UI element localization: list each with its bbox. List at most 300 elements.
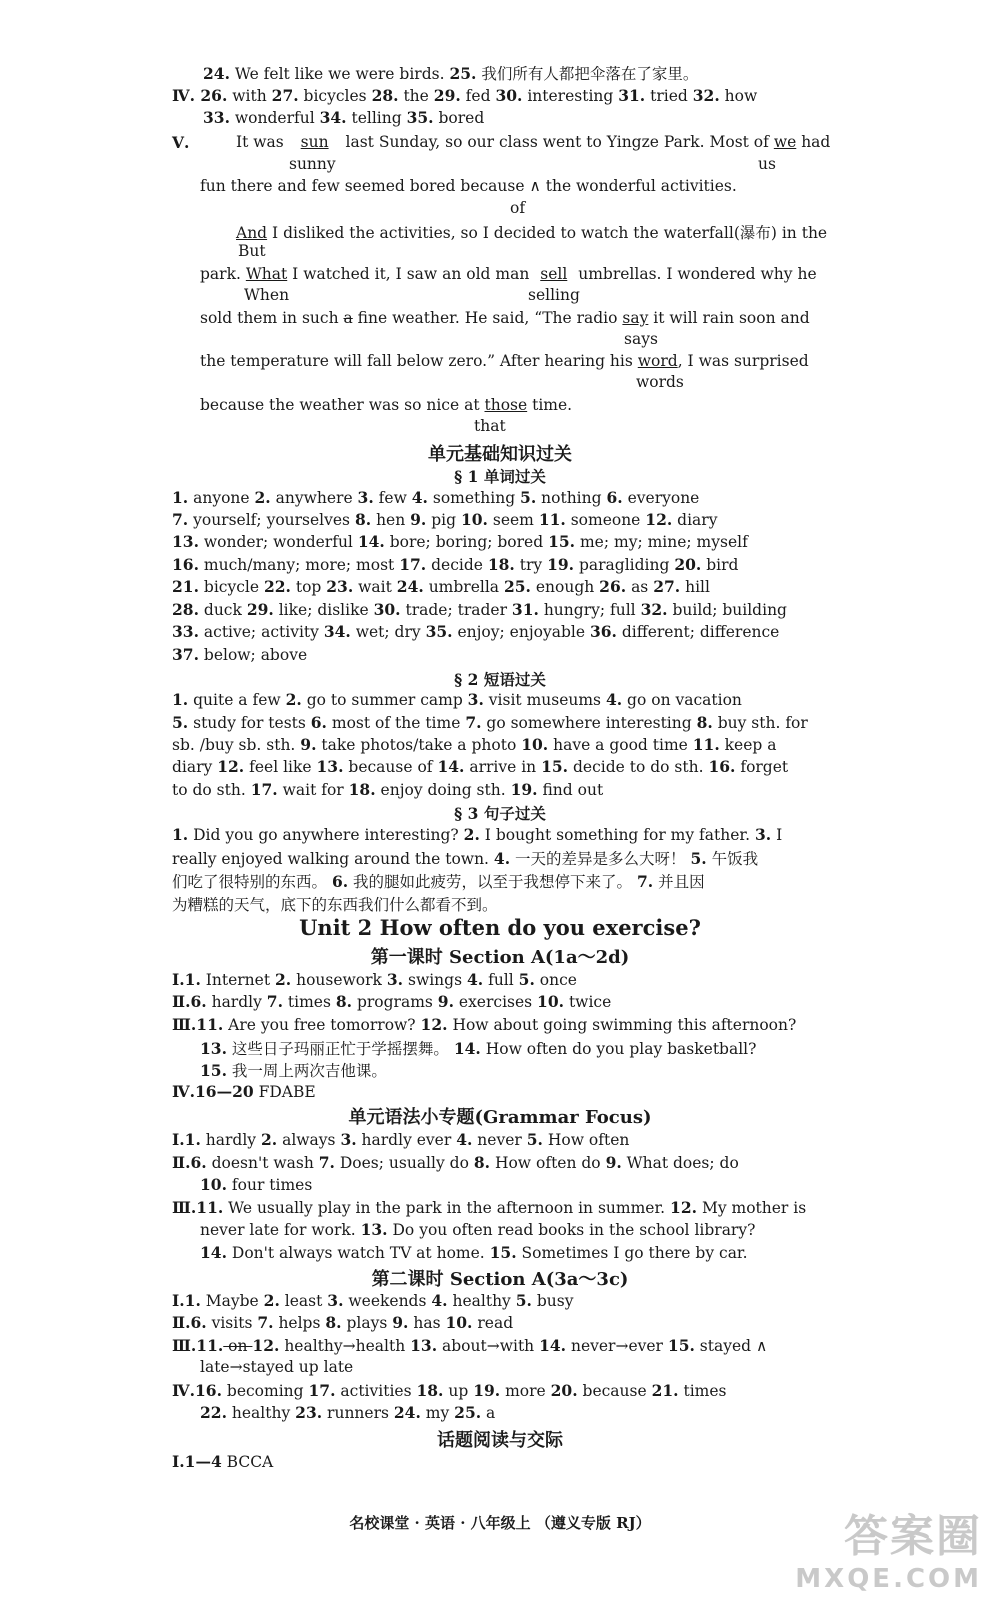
item-answer: busy bbox=[531, 1292, 574, 1310]
passage-line-4: park. What I watched it, I saw an old man sell umbrellas. I wondered why he bbox=[200, 265, 817, 283]
item-number: 10. bbox=[460, 510, 488, 529]
item-answer: FDABE bbox=[253, 1083, 316, 1101]
word-line bbox=[172, 600, 787, 619]
item-number: Ⅰ. bbox=[172, 1291, 185, 1310]
item-answer: take photos/take a photo bbox=[316, 736, 522, 754]
item-answer: becoming bbox=[221, 1382, 309, 1400]
item-answer: keep a bbox=[719, 736, 777, 754]
item-answer: exercises bbox=[453, 993, 538, 1011]
item-number: 13. bbox=[200, 1039, 227, 1058]
item-answer: paragliding bbox=[574, 556, 675, 574]
item-number: 15. bbox=[548, 532, 576, 551]
item-answer: 午饭我 bbox=[706, 850, 759, 868]
item-number: 6. bbox=[331, 872, 349, 891]
item-number: 29. bbox=[246, 600, 274, 619]
item-number: 20. bbox=[550, 1381, 578, 1400]
item-answer: because bbox=[577, 1382, 652, 1400]
item-number: 10. bbox=[445, 1313, 473, 1332]
item-answer: What does; do bbox=[621, 1154, 739, 1172]
item-answer: tried bbox=[645, 87, 693, 105]
item-number: 25. bbox=[454, 1403, 482, 1422]
item-number: Ⅲ. bbox=[172, 1198, 197, 1217]
wrong-word-those: those bbox=[484, 396, 528, 414]
item-number: 13. bbox=[316, 757, 344, 776]
item-number: 3. bbox=[386, 970, 404, 989]
item-answer: hungry; full bbox=[538, 601, 641, 619]
item-number: 28. bbox=[172, 600, 199, 619]
item-number: 23. bbox=[326, 577, 354, 596]
item-number: 9. bbox=[300, 735, 317, 754]
correction-that: that bbox=[474, 417, 506, 435]
item-answer: times bbox=[282, 993, 336, 1011]
item-answer: go on vacation bbox=[622, 691, 742, 709]
grammar-line bbox=[200, 1220, 755, 1239]
item-answer: once bbox=[534, 971, 577, 989]
item-number: 12. bbox=[252, 1336, 280, 1355]
phrase-line bbox=[172, 713, 808, 732]
item-number: 7. bbox=[636, 872, 654, 891]
item-number: 14. bbox=[200, 1243, 227, 1262]
item-answer: to do sth. bbox=[172, 781, 251, 799]
item-number: 4. bbox=[493, 849, 511, 868]
grammar-focus-title: 单元语法小专题(Grammar Focus) bbox=[348, 1107, 652, 1128]
item-number: 22. bbox=[263, 577, 291, 596]
unit-title: Unit 2 How often do you exercise? bbox=[299, 915, 701, 940]
item-answer: trade; trader bbox=[400, 601, 512, 619]
item-answer: Are you free tomorrow? bbox=[223, 1016, 421, 1034]
item-number: 1. bbox=[172, 825, 189, 844]
item-answer: swings bbox=[403, 971, 467, 989]
item-answer: housework bbox=[291, 971, 387, 989]
item-number: 36. bbox=[589, 622, 617, 641]
item-answer: quite a few bbox=[188, 691, 286, 709]
item-number: Ⅰ. bbox=[172, 1452, 185, 1471]
item-number: 2. bbox=[463, 825, 480, 844]
item-number: Ⅰ. bbox=[172, 970, 185, 989]
item-answer: enough bbox=[530, 578, 600, 596]
item-answer: build; building bbox=[667, 601, 787, 619]
item-number: 16. bbox=[708, 757, 736, 776]
item-answer: helps bbox=[273, 1314, 326, 1332]
item-answer: as bbox=[626, 578, 654, 596]
item-number: 34. bbox=[319, 108, 347, 127]
item-number: 9. bbox=[437, 992, 454, 1011]
item-number: 12. bbox=[217, 757, 245, 776]
item-number: 25. bbox=[503, 577, 531, 596]
item-number: 11. bbox=[538, 510, 566, 529]
item-answer: below; above bbox=[198, 646, 308, 664]
item-answer: wonderful bbox=[229, 109, 320, 127]
item-answer: wonder; wonderful bbox=[198, 533, 358, 551]
word-line bbox=[172, 532, 748, 551]
lesson2-line bbox=[200, 1403, 495, 1422]
item-answer: wait bbox=[353, 578, 397, 596]
item-answer: diary bbox=[672, 511, 718, 529]
item-answer: least bbox=[279, 1292, 328, 1310]
answer-line-33-35 bbox=[203, 108, 484, 127]
item-number: 3. bbox=[327, 1291, 344, 1310]
item-number: 1. bbox=[184, 1130, 201, 1149]
item-number: 37. bbox=[172, 645, 199, 664]
item-answer: sb. /buy sb. sth. bbox=[172, 736, 301, 754]
item-answer: up bbox=[443, 1382, 474, 1400]
item-number: 14. bbox=[453, 1039, 481, 1058]
lesson1-line bbox=[200, 1037, 756, 1059]
item-number: 3. bbox=[357, 488, 374, 507]
item-answer: healthy bbox=[447, 1292, 516, 1310]
answer-line-iv bbox=[172, 86, 757, 105]
item-number: 12. bbox=[670, 1198, 698, 1217]
item-number: 13. bbox=[360, 1220, 388, 1239]
item-number: 8. bbox=[354, 510, 372, 529]
item-number: 2. bbox=[285, 690, 302, 709]
item-answer: with bbox=[227, 87, 272, 105]
correction-words: words bbox=[636, 373, 684, 391]
item-number: 35. bbox=[425, 622, 453, 641]
item-answer: We usually play in the park in the afternoon in summer. bbox=[223, 1199, 671, 1217]
item-answer: 们吃了很特别的东西。 bbox=[172, 873, 332, 891]
subsection-title-phrases: § 2 短语过关 bbox=[454, 670, 546, 689]
item-number: 2. bbox=[260, 1130, 278, 1149]
item-number: 14. bbox=[357, 532, 385, 551]
passage-line-3: And I disliked the activities, so I decided to watch the waterfall(瀑布) in the bbox=[236, 224, 828, 242]
item-answer: anywhere bbox=[270, 489, 358, 507]
wrong-word-and: And bbox=[236, 224, 268, 242]
item-answer: late→stayed up late bbox=[200, 1358, 354, 1376]
item-answer: enjoy doing sth. bbox=[375, 781, 511, 799]
item-answer: My mother is bbox=[697, 1199, 807, 1217]
item-number: 5. bbox=[515, 1291, 532, 1310]
item-answer: most of the time bbox=[326, 714, 466, 732]
item-answer: healthy→health bbox=[279, 1337, 411, 1355]
item-number: 18. bbox=[487, 555, 515, 574]
lesson2-line bbox=[172, 1291, 573, 1310]
item-answer: never→ever bbox=[566, 1337, 668, 1355]
lesson1-line bbox=[200, 1059, 387, 1081]
correction-selling: selling bbox=[528, 286, 580, 304]
item-answer: doesn't wash bbox=[206, 1154, 319, 1172]
item-answer: decide bbox=[426, 556, 488, 574]
item-answer: decide to do sth. bbox=[568, 758, 709, 776]
passage-line-1: Ⅴ. bbox=[172, 133, 190, 152]
wrong-word-word: word bbox=[637, 352, 678, 370]
item-number: 1. bbox=[184, 1291, 201, 1310]
item-answer: 并且因 bbox=[653, 873, 705, 891]
item-number: 27. bbox=[653, 577, 681, 596]
item-number: 30. bbox=[495, 86, 523, 105]
topic-reading-title: 话题阅读与交际 bbox=[437, 1430, 563, 1451]
item-number: 10. bbox=[200, 1175, 227, 1194]
passage-line-6: the temperature will fall below zero.” After hearing his word, I was surprised bbox=[200, 352, 809, 370]
item-answer: runners bbox=[322, 1404, 394, 1422]
correction-us: us bbox=[758, 155, 776, 173]
item-answer: anyone bbox=[188, 489, 255, 507]
item-number: 19. bbox=[510, 780, 538, 799]
subsection-title-sentences: § 3 句子过关 bbox=[454, 804, 546, 823]
grammar-line bbox=[172, 1130, 629, 1149]
item-number: 21. bbox=[172, 577, 199, 596]
item-answer: 一天的差异是多么大呀！ bbox=[510, 850, 691, 868]
item-answer: feel like bbox=[244, 758, 317, 776]
item-answer: read bbox=[472, 1314, 514, 1332]
item-answer: my bbox=[420, 1404, 455, 1422]
item-number: 1. bbox=[172, 488, 189, 507]
item-answer: the bbox=[398, 87, 434, 105]
item-number: 31. bbox=[618, 86, 646, 105]
roman-numeral: Ⅳ. bbox=[172, 86, 201, 105]
item-number: 17. bbox=[250, 780, 278, 799]
item-number: 3. bbox=[340, 1130, 357, 1149]
item-answer: study for tests bbox=[188, 714, 311, 732]
item-answer: interesting bbox=[522, 87, 619, 105]
item-answer: wait for bbox=[277, 781, 349, 799]
item-number: 6. bbox=[606, 488, 623, 507]
item-number: 15. bbox=[541, 757, 569, 776]
item-answer: 为糟糕的天气，底下的东西我们什么都看不到。 bbox=[172, 896, 498, 914]
item-answer: how bbox=[719, 87, 758, 105]
item-number: 7. bbox=[318, 1153, 335, 1172]
item-number: 34. bbox=[323, 622, 351, 641]
item-answer: hen bbox=[371, 511, 411, 529]
item-answer: bored bbox=[433, 109, 485, 127]
item-number: 32. bbox=[640, 600, 668, 619]
item-number: 16. bbox=[195, 1381, 222, 1400]
item-answer: activities bbox=[335, 1382, 417, 1400]
item-number: 29. bbox=[433, 86, 461, 105]
item-number: Ⅲ. bbox=[172, 1336, 197, 1355]
item-answer: hardly bbox=[206, 993, 267, 1011]
item-number: 15. bbox=[200, 1061, 227, 1080]
item-number: 19. bbox=[547, 555, 575, 574]
item-number: 3. bbox=[754, 825, 772, 844]
passage-line-5: sold them in such a fine weather. He said, “The radio say it will rain soon and bbox=[200, 309, 810, 327]
item-number: 20. bbox=[674, 555, 702, 574]
item-number: 8. bbox=[473, 1153, 491, 1172]
item-answer: enjoy; enjoyable bbox=[452, 623, 590, 641]
item-number: 6. bbox=[310, 713, 327, 732]
item-answer: How often do bbox=[490, 1154, 606, 1172]
phrase-line bbox=[172, 690, 742, 709]
phrase-line bbox=[172, 757, 788, 776]
item-answer: top bbox=[290, 578, 327, 596]
answer-line-24-25: 24. We felt like we were birds. 25. 我们所有人都把伞落在了家里。 bbox=[203, 64, 699, 83]
item-answer: pig bbox=[426, 511, 461, 529]
item-answer: much/many; more; most bbox=[198, 556, 400, 574]
item-answer: always bbox=[277, 1131, 341, 1149]
item-answer: about→with bbox=[437, 1337, 540, 1355]
item-answer: few bbox=[373, 489, 412, 507]
item-answer: different; difference bbox=[616, 623, 780, 641]
item-answer: Sometimes I go there by car. bbox=[516, 1244, 748, 1262]
item-number: 35. bbox=[406, 108, 434, 127]
item-number: 18. bbox=[416, 1381, 444, 1400]
item-number: 13. bbox=[172, 532, 199, 551]
item-answer: go somewhere interesting bbox=[481, 714, 697, 732]
item-number: 4. bbox=[605, 690, 623, 709]
item-number: 5. bbox=[518, 970, 535, 989]
lesson1-line bbox=[172, 1015, 796, 1034]
item-answer: a bbox=[481, 1404, 496, 1422]
phrase-line bbox=[172, 780, 603, 799]
item-number: 4. bbox=[466, 970, 484, 989]
item-answer: times bbox=[678, 1382, 727, 1400]
word-line bbox=[172, 555, 738, 574]
item-answer: twice bbox=[564, 993, 612, 1011]
wrong-word-we: we bbox=[773, 133, 797, 151]
item-number: 26. bbox=[200, 86, 228, 105]
item-number: 26. bbox=[599, 577, 627, 596]
item-number: 6. bbox=[190, 992, 207, 1011]
item-number: 14. bbox=[437, 757, 465, 776]
item-number: 6. bbox=[190, 1313, 207, 1332]
item-answer: BCCA bbox=[221, 1453, 274, 1471]
item-number: Ⅳ. bbox=[172, 1381, 195, 1400]
item-answer: has bbox=[408, 1314, 446, 1332]
item-answer: have a good time bbox=[548, 736, 693, 754]
item-number: 9. bbox=[605, 1153, 622, 1172]
word-line bbox=[172, 645, 307, 664]
item-answer: How about going swimming this afternoon? bbox=[447, 1016, 797, 1034]
item-answer: active; activity bbox=[198, 623, 324, 641]
lesson2-line bbox=[200, 1358, 353, 1376]
item-answer: How often do you play basketball? bbox=[480, 1040, 757, 1058]
lesson1-line bbox=[172, 992, 611, 1011]
sentence-line bbox=[172, 847, 758, 869]
item-number: 30. bbox=[373, 600, 401, 619]
passage-line-1-text: It was sun last Sunday, so our class went to Yingze Park. Most of we had bbox=[236, 133, 831, 151]
item-number: 7. bbox=[172, 510, 189, 529]
item-number: 1. bbox=[184, 970, 201, 989]
item-answer: diary bbox=[172, 758, 218, 776]
item-answer: Maybe bbox=[200, 1292, 264, 1310]
item-number: Ⅱ. bbox=[172, 1153, 191, 1172]
item-number: 11. bbox=[196, 1015, 224, 1034]
item-answer: How often bbox=[542, 1131, 630, 1149]
watermark-url: MXQE.COM bbox=[795, 1564, 982, 1594]
item-answer: more bbox=[500, 1382, 551, 1400]
item-number: 24. bbox=[393, 1403, 421, 1422]
item-number: 10. bbox=[521, 735, 549, 754]
topic-line bbox=[172, 1452, 273, 1471]
item-answer: hardly ever bbox=[356, 1131, 457, 1149]
item-answer: weekends bbox=[343, 1292, 432, 1310]
section-title-unit-basic: 单元基础知识过关 bbox=[428, 444, 572, 465]
correction-but: But bbox=[238, 242, 266, 260]
grammar-line bbox=[200, 1175, 312, 1194]
item-number: 2. bbox=[263, 1291, 280, 1310]
grammar-line bbox=[172, 1153, 739, 1172]
correction-sunny: sunny bbox=[289, 155, 336, 173]
watermark-text: 答案圈 bbox=[844, 1511, 982, 1562]
item-number: 16. bbox=[172, 555, 199, 574]
item-answer: 我的腿如此疲劳，以至于我想停下来了。 bbox=[348, 873, 637, 891]
item-answer: four times bbox=[226, 1176, 313, 1194]
item-answer: on bbox=[223, 1337, 253, 1355]
lesson1-line bbox=[172, 1082, 316, 1101]
item-answer: wet; dry bbox=[350, 623, 426, 641]
item-answer: bird bbox=[701, 556, 739, 574]
sentence-line bbox=[172, 825, 782, 844]
item-number: 4. bbox=[411, 488, 428, 507]
item-number: 11. bbox=[196, 1198, 224, 1217]
item-number: 11. bbox=[196, 1336, 224, 1355]
item-answer: seem bbox=[487, 511, 539, 529]
item-number: 24. bbox=[396, 577, 424, 596]
item-answer: Internet bbox=[200, 971, 275, 989]
item-answer: stayed ∧ bbox=[694, 1337, 768, 1355]
item-number: 28. bbox=[371, 86, 399, 105]
item-number: 4. bbox=[456, 1130, 473, 1149]
item-number: 33. bbox=[203, 108, 230, 127]
item-number: 7. bbox=[266, 992, 283, 1011]
item-number: 12. bbox=[420, 1015, 448, 1034]
item-number: 15. bbox=[489, 1243, 517, 1262]
item-number: 16—20 bbox=[195, 1082, 254, 1101]
item-answer: nothing bbox=[536, 489, 607, 507]
item-answer: fed bbox=[460, 87, 496, 105]
item-number: 31. bbox=[511, 600, 539, 619]
item-number: 1—4 bbox=[184, 1452, 222, 1471]
item-number: Ⅱ. bbox=[172, 1313, 191, 1332]
grammar-line bbox=[200, 1243, 748, 1262]
lesson1-line bbox=[172, 970, 577, 989]
sentence-line bbox=[172, 870, 705, 892]
phrase-line bbox=[172, 735, 777, 754]
item-answer: 我一周上两次吉他课。 bbox=[226, 1062, 387, 1080]
item-answer: plays bbox=[341, 1314, 393, 1332]
item-answer: I bbox=[771, 826, 783, 844]
item-number: Ⅰ. bbox=[172, 1130, 185, 1149]
word-line bbox=[172, 622, 779, 641]
item-answer: programs bbox=[352, 993, 438, 1011]
item-number: 15. bbox=[667, 1336, 695, 1355]
item-answer: visit museums bbox=[483, 691, 606, 709]
item-number: 27. bbox=[271, 86, 299, 105]
word-line bbox=[172, 577, 710, 596]
wrong-word-sell: sell bbox=[540, 265, 568, 283]
item-number: 17. bbox=[399, 555, 427, 574]
item-number: 2. bbox=[254, 488, 271, 507]
item-number: 5. bbox=[690, 849, 707, 868]
page-footer: 名校课堂 · 英语 · 八年级上 （遵义专版 RJ） bbox=[349, 1514, 651, 1532]
grammar-line bbox=[172, 1198, 806, 1217]
item-number: 8. bbox=[325, 1313, 342, 1332]
item-answer: something bbox=[427, 489, 521, 507]
lesson2-line bbox=[172, 1313, 513, 1332]
item-answer: Does; usually do bbox=[334, 1154, 474, 1172]
watermark-logo bbox=[795, 1500, 982, 1594]
item-answer: yourself; yourselves bbox=[188, 511, 355, 529]
item-answer: Did you go anywhere interesting? bbox=[188, 826, 464, 844]
item-number: 32. bbox=[692, 86, 720, 105]
item-number: 7. bbox=[257, 1313, 274, 1332]
item-answer: bicycles bbox=[298, 87, 372, 105]
item-number: Ⅱ. bbox=[172, 992, 191, 1011]
item-answer: full bbox=[483, 971, 519, 989]
item-number: 19. bbox=[473, 1381, 501, 1400]
item-number: 8. bbox=[335, 992, 353, 1011]
sentence-line bbox=[172, 893, 498, 915]
wrong-word-say: say bbox=[622, 309, 649, 327]
lesson2-line bbox=[172, 1381, 727, 1400]
item-number: 2. bbox=[275, 970, 292, 989]
correction-says: says bbox=[624, 330, 658, 348]
item-answer: umbrella bbox=[423, 578, 504, 596]
item-number: 17. bbox=[308, 1381, 336, 1400]
item-number: 5. bbox=[526, 1130, 543, 1149]
item-answer: Don't always watch TV at home. bbox=[226, 1244, 490, 1262]
item-number: 3. bbox=[467, 690, 484, 709]
